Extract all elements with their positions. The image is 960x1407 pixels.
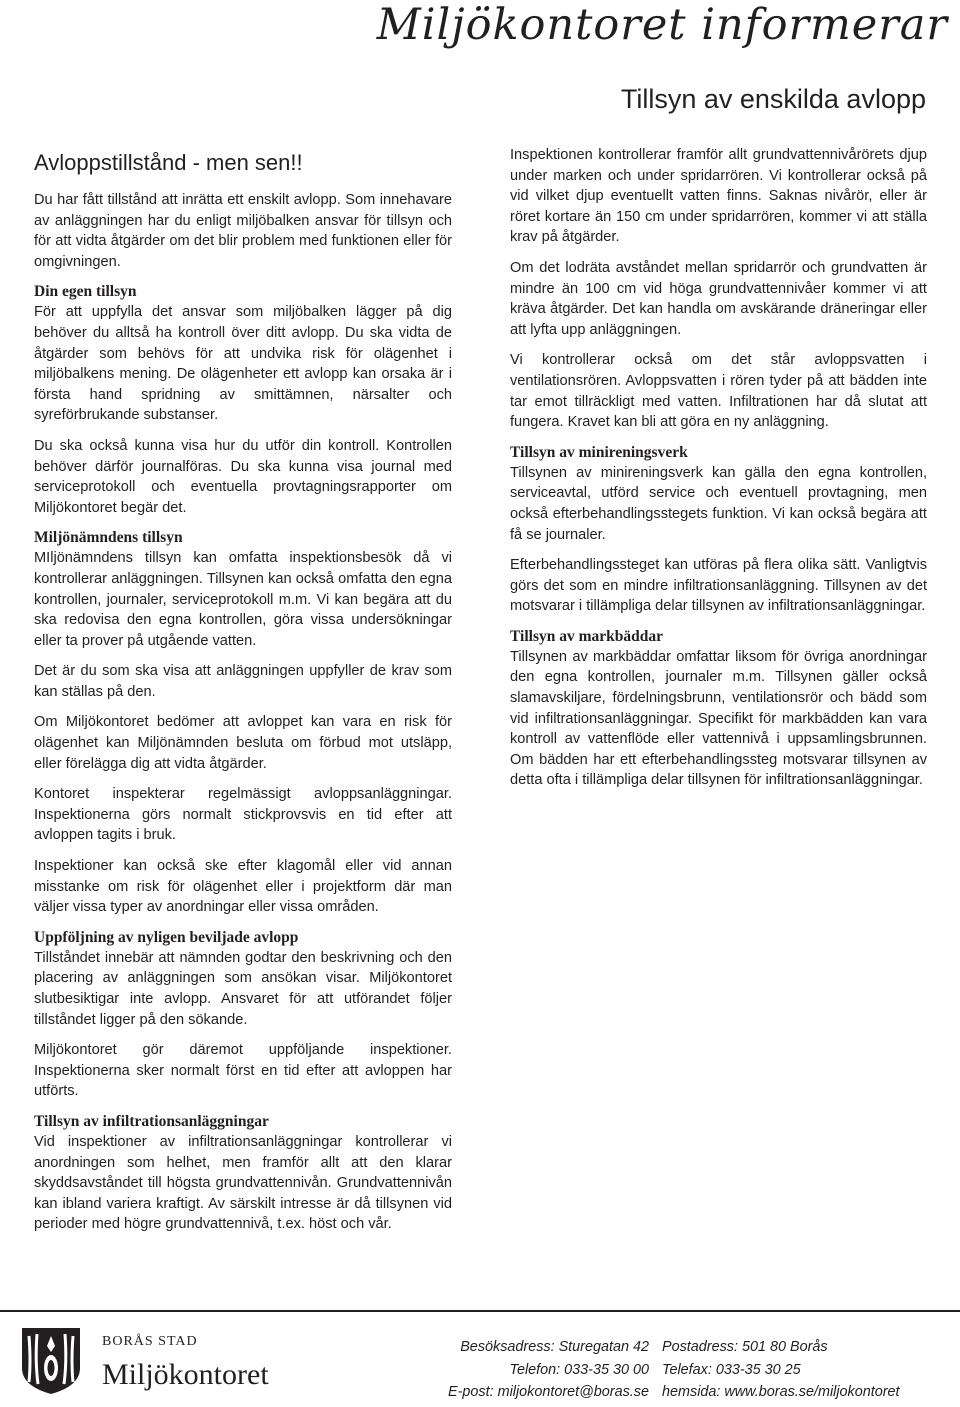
visit-address: Besöksadress: Sturegatan 42 xyxy=(460,1339,649,1355)
contact-column-right xyxy=(662,1336,900,1404)
paragraph: Miljökontoret gör däremot uppföljande inspektioner. Inspektionerna sker normalt först en tid efter att avloppen har utförts. xyxy=(34,1042,452,1100)
paragraph: Om Miljökontoret bedömer att avloppet kan vara en risk för olägenhet kan Miljönämnden besluta om förbud mot utsläpp, eller förelägga dig att vidta åtgärder. xyxy=(34,714,452,772)
logo-city-name: BORÅS STAD xyxy=(102,1334,198,1349)
paragraph: Kontoret inspekterar regelmässigt avloppsanläggningar. Inspektionerna görs normalt stickprovsvis en tid efter att avloppen tagits i bruk. xyxy=(34,786,452,844)
paragraph: Det är du som ska visa att anläggningen uppfyller de krav som kan ställas på den. xyxy=(34,663,452,700)
paragraph: Tillsynen av markbäddar omfattar liksom för övriga anordningar den egna kontrollen, journaler m.m. Tillsynen gäller också slamavskiljare, fördelningsbrunn, ventilationsrör och bädd som vid infiltrationsanläggningar. Specifikt för markbädden kan vara kontroll av vattenflöde eller vattennivå i uppsamlingsbrunnen. Om bädden har ett efterbehandlingssteg motsvarar tillsynen av detta ofta i tillämpliga delar tillsynen för infiltrationsanläggningar. xyxy=(510,648,927,789)
logo-unit-name: Miljökontoret xyxy=(102,1358,269,1391)
paragraph: Tillståndet innebär att nämnden godtar den beskrivning och den placering av anläggningen som ansökan visar. Miljökontoret slutbesiktigar inte avlopp. Ansvaret för att utförandet följer tillståndet ligger på den sökande. xyxy=(34,949,452,1028)
section-heading: Din egen tillsyn xyxy=(34,283,137,301)
section-heading: Miljönämndens tillsyn xyxy=(34,529,183,547)
section-heading: Tillsyn av infiltrationsanläggningar xyxy=(34,1112,269,1130)
email-address: E-post: miljokontoret@boras.se xyxy=(448,1384,649,1401)
paragraph: Vid inspektioner av infiltrationsanläggningar kontrollerar vi anordningen som helhet, men framför allt att den klarar skyddsavståndet till högsta grundvattennivån. Grundvattennivån kan ibland variera kraftigt. Av särskilt intresse är då tillsynen vid perioder med högre grundvattennivå, t.ex. höst och vår. xyxy=(34,1133,452,1233)
section-infiltrationsanlaggningar xyxy=(34,1112,452,1235)
intro-paragraph: Du har fått tillstånd att inrätta ett enskilt avlopp. Som innehavare av anläggningen har du enligt miljöbalken ansvar för tillsyn och för att vidta åtgärder om det blir problem med funktionen eller för omgivningen. xyxy=(34,192,452,270)
paragraph: Du ska också kunna visa hur du utför din kontroll. Kontrollen behöver därför journalföras. Du ska kunna visa journal med serviceprotokoll och eventuella provtagningsrapporter om Miljökontoret begär det. xyxy=(34,437,452,516)
paragraph: Vi kontrollerar också om det står avloppsvatten i ventilationsrören. Avloppsvatten i rören tyder på att bädden inte tar emot tillräckligt med vatten. Infiltrationen har då slutat att fungera. Kravet kan bli att göra en ny anläggning. xyxy=(510,352,927,431)
website: hemsida: www.boras.se/miljokontoret xyxy=(662,1384,900,1401)
section-din-egen-tillsyn xyxy=(34,282,452,518)
postal-address: Postadress: 501 80 Borås xyxy=(662,1339,828,1355)
boras-crest-icon xyxy=(16,1324,86,1396)
contact-column-left xyxy=(448,1336,649,1404)
section-miljonamndens-tillsyn xyxy=(34,528,452,918)
paragraph: Inspektionen kontrollerar framför allt grundvattennivårörets djup under marken och under spridarrören. Vi kontrollerar också på vid vilket djup eventuellt vatten finns. Saknas nivårör, eller är röret kortare än 150 cm under spridarrören, kommer vi att ställa krav på åtgärder. xyxy=(510,147,927,246)
page-subtitle: Tillsyn av enskilda avlopp xyxy=(620,84,926,114)
paragraph: Tillsynen av minireningsverk kan gälla den egna kontrollen, serviceavtal, utförd service och eventuell provtagning, men också efterbehandlingsstegets funktion. Vi kan också begära att få se journaler. xyxy=(510,464,927,543)
section-heading: Tillsyn av minireningsverk xyxy=(510,443,688,461)
masthead-title: Miljökontoret informerar xyxy=(376,0,948,50)
section-markbaddar xyxy=(510,627,927,791)
fax-number: Telefax: 033-35 30 25 xyxy=(662,1361,801,1378)
section-heading: Tillsyn av markbäddar xyxy=(510,627,664,645)
boras-stad-logo xyxy=(16,1320,276,1400)
paragraph: Om det lodräta avståndet mellan spridarrör och grundvatten är mindre än 100 cm vid höga grundvattennivåer kommer vi att kräva åtgärder. Det kan handla om avskärande dräneringar eller att lyfta upp anläggningen. xyxy=(510,259,927,338)
section-heading: Uppföljning av nyligen beviljade avlopp xyxy=(34,928,299,946)
main-heading: Avloppstillstånd - men sen!! xyxy=(34,150,303,175)
paragraph: Efterbehandlingssteget kan utföras på flera olika sätt. Vanligtvis görs det som en mindre infiltrationsanläggning. Tillsynen av det motsvarar i tillämpliga delar tillsynen av infiltrationsanläggningar. xyxy=(510,557,927,615)
paragraph: MIljönämndens tillsyn kan omfatta inspektionsbesök då vi kontrollerar anläggningen. Tillsynen kan också omfatta den egna kontrollen, journaler, serviceprotokoll m.m. Vi kan begära att du ska redovisa den egna kontrollen, göra vissa undersökningar eller ta prover på utgående vatten. xyxy=(34,550,452,649)
phone-number: Telefon: 033-35 30 00 xyxy=(509,1361,649,1378)
footer-divider xyxy=(0,1310,960,1312)
section-uppfoljning xyxy=(34,928,452,1102)
right-column xyxy=(510,145,927,801)
paragraph: Inspektioner kan också ske efter klagomål eller vid annan misstanke om risk för olägenhet eller i projektform där man väljer vissa typer av anordningar eller vissa områden. xyxy=(34,858,452,916)
section-minireningsverk xyxy=(510,443,927,617)
paragraph: För att uppfylla det ansvar som miljöbalken lägger på dig behöver du alltså ha kontroll över ditt avlopp. Du ska vidta de åtgärder som behövs för att undvika risk för olägenhet i miljöbalkens mening. De olägenheter ett avlopp kan orsaka är i första hand spridning av smittämnen, närsalter och syreförbrukande substanser. xyxy=(34,304,452,424)
left-column xyxy=(34,150,452,1245)
